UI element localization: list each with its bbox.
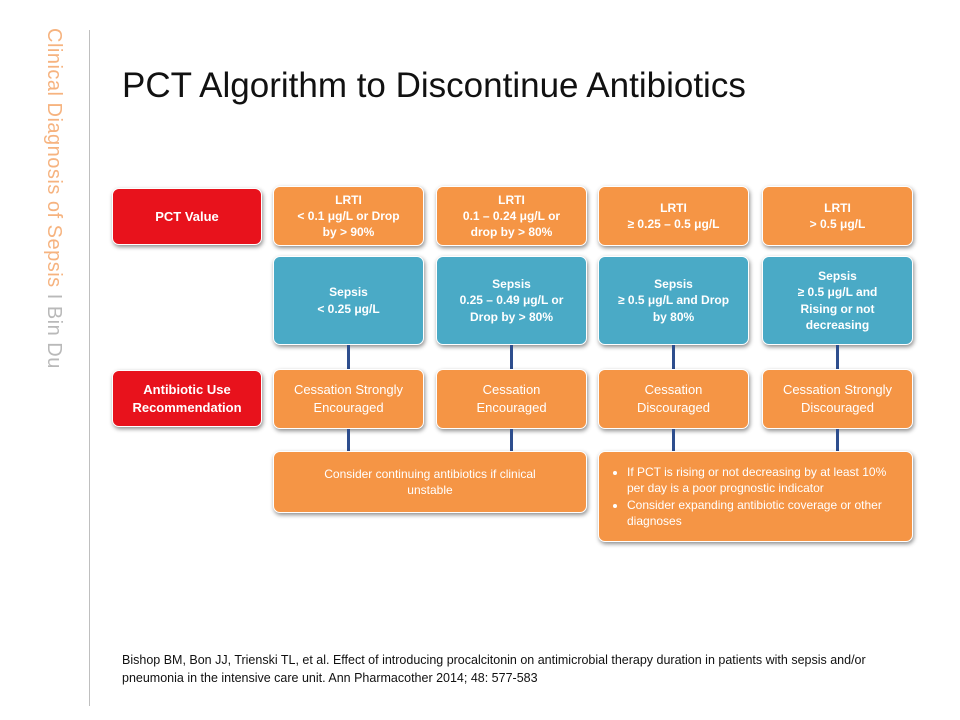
- slide-title: PCT Algorithm to Discontinue Antibiotics: [122, 66, 746, 105]
- sepsis-box-1: [273, 256, 424, 345]
- lrti-box-3: [598, 186, 749, 246]
- recommendation-box-4-text: Cessation Strongly Discouraged: [782, 382, 893, 415]
- sepsis-box-4: [762, 256, 913, 345]
- prognostic-note-list: [599, 464, 912, 529]
- recommendation-box-1: [273, 369, 424, 429]
- antibiotic-use-label-text: Antibiotic Use Recommendation: [132, 381, 242, 415]
- sepsis-box-2: [436, 256, 587, 345]
- prognostic-note-item: • If PCT is rising or not decreasing by at least 10% per day is a poor prognostic indicator: [627, 464, 902, 496]
- continue-antibiotics-note-text: Consider continuing antibiotics if clinical unstable: [324, 466, 536, 497]
- continue-antibiotics-note: [273, 451, 587, 513]
- connector-line: [672, 345, 675, 369]
- connector-line: [836, 429, 839, 451]
- recommendation-box-2-text: Cessation Encouraged: [476, 382, 547, 415]
- prognostic-note-item: • Consider expanding antibiotic coverage or other diagnoses: [627, 497, 902, 529]
- antibiotic-use-label: [112, 370, 262, 427]
- connector-line: [347, 345, 350, 369]
- side-title: [42, 28, 65, 369]
- recommendation-box-3: [598, 369, 749, 429]
- side-title-topic: Clinical Diagnosis of Sepsis: [43, 28, 65, 288]
- sepsis-box-1-text: Sepsis < 0.25 μg/L: [317, 285, 380, 316]
- lrti-box-1: [273, 186, 424, 246]
- connector-line: [510, 345, 513, 369]
- recommendation-box-3-text: Cessation Discouraged: [637, 382, 710, 415]
- connector-line: [347, 429, 350, 451]
- side-title-author: Bin Du: [43, 305, 65, 369]
- lrti-box-1-text: LRTI < 0.1 μg/L or Drop by > 90%: [297, 192, 400, 240]
- connector-line: [836, 345, 839, 369]
- sepsis-box-4-text: Sepsis ≥ 0.5 μg/L and Rising or not decreasing: [797, 269, 878, 332]
- lrti-box-2-text: LRTI 0.1 – 0.24 μg/L or drop by > 80%: [462, 192, 561, 240]
- recommendation-box-1-text: Cessation Strongly Encouraged: [293, 382, 404, 415]
- pct-value-label-text: PCT Value: [155, 208, 219, 224]
- sepsis-box-2-text: Sepsis 0.25 – 0.49 μg/L or Drop by > 80%: [459, 277, 564, 324]
- prognostic-note: [598, 451, 913, 542]
- connector-line: [672, 429, 675, 451]
- citation: Bishop BM, Bon JJ, Trienski TL, et al. Effect of introducing procalcitonin on antimicrobial therapy duration in patients with sepsis and/or pneumonia in the intensive care unit. Ann Pharmacother 2014; 48: 577-583: [122, 653, 866, 686]
- sepsis-box-3-text: Sepsis ≥ 0.5 μg/L and Drop by 80%: [617, 277, 730, 324]
- recommendation-box-4: [762, 369, 913, 429]
- sepsis-box-3: [598, 256, 749, 345]
- connector-line: [510, 429, 513, 451]
- lrti-box-3-text: LRTI ≥ 0.25 – 0.5 μg/L: [627, 200, 720, 231]
- side-title-separator: I: [43, 287, 65, 306]
- lrti-box-4: [762, 186, 913, 246]
- vertical-divider: [89, 30, 90, 706]
- recommendation-box-2: [436, 369, 587, 429]
- lrti-box-4-text: LRTI > 0.5 μg/L: [809, 200, 866, 231]
- lrti-box-2: [436, 186, 587, 246]
- pct-value-label: [112, 188, 262, 245]
